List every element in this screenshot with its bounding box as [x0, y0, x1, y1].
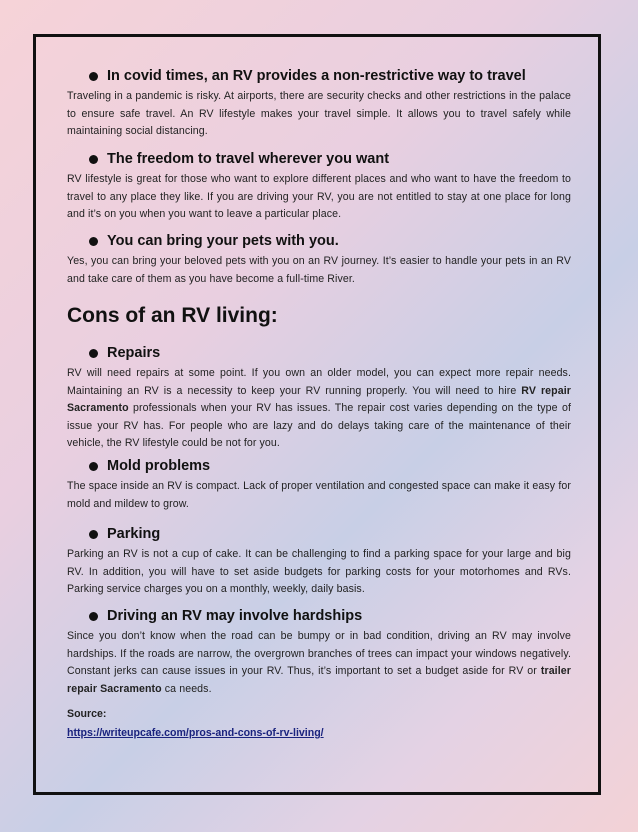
section-driving	[67, 608, 571, 698]
heading-text: The freedom to travel wherever you want	[107, 151, 390, 167]
body-text: RV will need repairs at some point. If you own an older model, you can expect more repair needs. Maintaining an RV is a necessity to keep your RV running properly. You will need to hire	[67, 367, 571, 397]
section-heading	[89, 345, 571, 361]
bullet-icon	[89, 462, 98, 471]
heading-text: You can bring your pets with you.	[107, 233, 339, 249]
bold-keyword: RV repair Sacramento	[67, 384, 571, 414]
section-heading	[89, 233, 571, 249]
section-body	[67, 365, 571, 453]
heading-text: Repairs	[107, 345, 161, 361]
body-text: Since you don’t know when the road can be bumpy or in bad condition, driving an RV may involve hardships. If the roads are narrow, the overgrown branches of trees can impact your windows negatively. Constant jerks can cause issues in your RV. Thus, it’s important to set a budget aside for RV or	[67, 630, 571, 677]
section-parking	[67, 526, 571, 599]
section-mold	[67, 458, 571, 513]
heading-text: Parking	[107, 526, 161, 542]
section-covid	[67, 68, 571, 141]
section-body: Yes, you can bring your beloved pets with you on an RV journey. It’s easier to handle your pets in an RV and take care of them as you have become a full-time River.	[67, 255, 571, 285]
section-pets	[67, 233, 571, 288]
source-block	[67, 706, 571, 741]
bullet-icon	[89, 612, 98, 621]
section-heading	[89, 458, 571, 474]
section-body: Traveling in a pandemic is risky. At airports, there are security checks and other restrictions in the palace to ensure safe travel. An RV lifestyle makes your travel simple. It allows you to travel safely while maintaining social distancing.	[67, 90, 571, 137]
bullet-icon	[89, 530, 98, 539]
bold-keyword: trailer repair Sacramento	[67, 665, 571, 695]
section-freedom	[67, 151, 571, 224]
section-repairs	[67, 345, 571, 453]
cons-title: Cons of an RV living:	[67, 304, 278, 327]
section-heading	[89, 608, 571, 624]
bullet-icon	[89, 72, 98, 81]
heading-text: In covid times, an RV provides a non-restrictive way to travel	[107, 68, 526, 84]
body-text: professionals when your RV has issues. The repair cost varies depending on the type of issue your RV has. For people who are lazy and do delays taking care of the maintenance of their vehicle, the RV lifestyle could be not for you.	[67, 402, 571, 449]
section-body	[67, 628, 571, 698]
bullet-icon	[89, 155, 98, 164]
heading-text: Driving an RV may involve hardships	[107, 608, 363, 624]
body-text: ca needs.	[161, 682, 212, 695]
section-heading	[89, 526, 571, 542]
section-heading	[89, 68, 571, 84]
section-heading	[89, 151, 571, 167]
bullet-icon	[89, 349, 98, 358]
heading-text: Mold problems	[107, 458, 211, 474]
source-link[interactable]: https://writeupcafe.com/pros-and-cons-of-rv-living/	[67, 727, 324, 739]
section-body: RV lifestyle is great for those who want to explore different places and who want to have the freedom to travel to any place they like. If you are driving your RV, you are not entitled to stay at one place for long and it’s on you when you want to leave a particular place.	[67, 173, 571, 220]
section-body: The space inside an RV is compact. Lack of proper ventilation and congested space can make it easy for mold and mildew to grow.	[67, 480, 571, 510]
section-body: Parking an RV is not a cup of cake. It can be challenging to find a parking space for your large and big RV. In addition, you will have to set aside budgets for parking costs for your motorhomes and RVs. Parking service charges you on a monthly, weekly, daily basis.	[67, 548, 571, 595]
source-label: Source:	[67, 708, 107, 720]
bullet-icon	[89, 237, 98, 246]
